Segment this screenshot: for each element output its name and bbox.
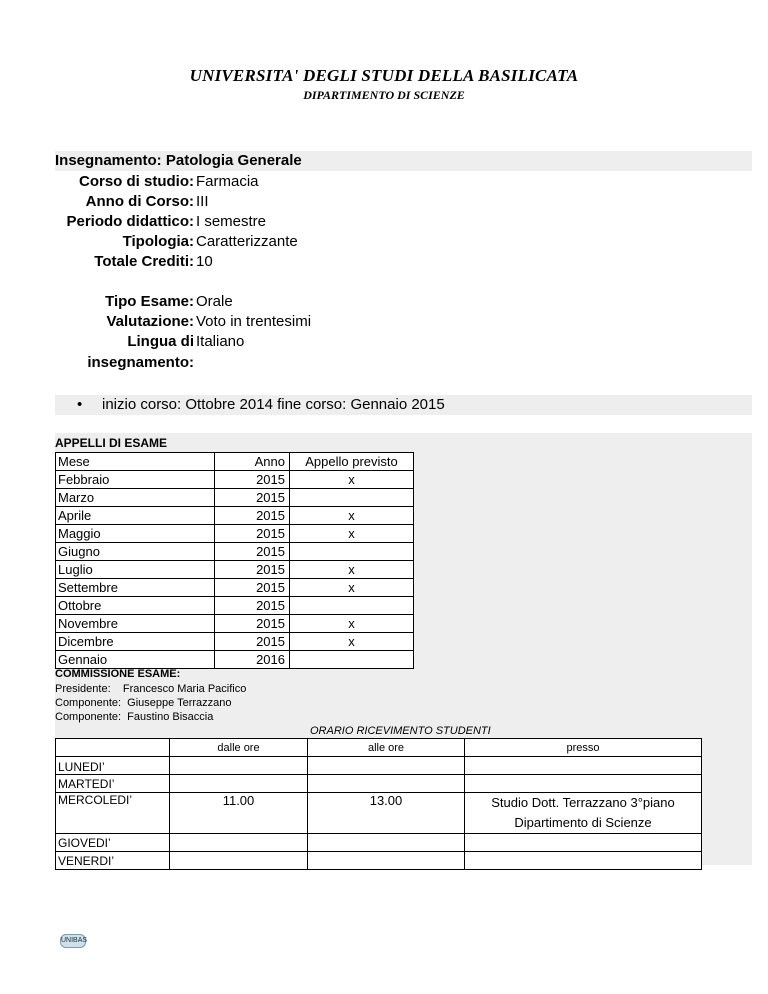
appello-cell: x: [290, 561, 414, 579]
to-cell: [308, 757, 465, 775]
table-row: [56, 834, 702, 852]
year-cell: 2015: [215, 507, 290, 525]
appello-cell: [290, 489, 414, 507]
month-cell: Settembre: [56, 579, 215, 597]
year-cell: 2016: [215, 651, 290, 669]
university-title: UNIVERSITA' DEGLI STUDI DELLA BASILICATA: [189, 66, 579, 85]
month-cell: Aprile: [56, 507, 215, 525]
insegnamento-value: Patologia Generale: [165, 152, 302, 169]
day-cell: GIOVEDI’: [56, 834, 170, 852]
table-row: [56, 615, 414, 633]
year-cell: 2015: [215, 543, 290, 561]
location-cell: [465, 852, 702, 870]
month-cell: Maggio: [56, 525, 215, 543]
to-cell: [308, 834, 465, 852]
field-label: Periodo didattico:: [66, 213, 194, 230]
field-lingua: [55, 332, 244, 352]
field-periodo: [55, 212, 266, 232]
year-cell: 2015: [215, 471, 290, 489]
commissione-member: Componente: Faustino Bisaccia: [55, 711, 214, 723]
location-line: Dipartimento di Scienze: [514, 815, 652, 830]
header-cell: dalle ore: [170, 739, 308, 757]
field-label: Valutazione:: [106, 313, 194, 330]
table-row: [56, 507, 414, 525]
field-value: Voto in trentesimi: [196, 313, 312, 330]
location-cell: [465, 757, 702, 775]
bullet-icon: •: [77, 396, 83, 413]
year-cell: 2015: [215, 489, 290, 507]
appelli-table: [55, 452, 414, 669]
table-row: [56, 757, 702, 775]
field-value: Caratterizzante: [196, 233, 298, 250]
table-header-row: [56, 453, 414, 471]
field-tipo-esame: [55, 292, 233, 312]
field-value: III: [196, 193, 209, 210]
month-cell: Giugno: [56, 543, 215, 561]
table-row: [56, 651, 414, 669]
table-row: [56, 633, 414, 651]
insegnamento-label: Insegnamento:: [55, 152, 162, 169]
schedule-note-row: [55, 395, 752, 415]
table-row: [56, 471, 414, 489]
field-label: Totale Crediti:: [94, 253, 194, 270]
department-title: DIPARTIMENTO DI SCIENZE: [303, 88, 465, 102]
field-value: Orale: [196, 293, 233, 310]
month-cell: Gennaio: [56, 651, 215, 669]
appello-cell: x: [290, 615, 414, 633]
appello-cell: x: [290, 525, 414, 543]
table-row: [56, 561, 414, 579]
year-cell: 2015: [215, 615, 290, 633]
table-row: [56, 579, 414, 597]
field-label: insegnamento:: [87, 354, 194, 371]
year-cell: 2015: [215, 561, 290, 579]
year-cell: 2015: [215, 633, 290, 651]
day-cell: VENERDI’: [56, 852, 170, 870]
field-corso: [55, 172, 259, 192]
field-label: Anno di Corso:: [85, 193, 194, 210]
from-cell: [170, 852, 308, 870]
table-row: [56, 775, 702, 793]
field-value: I semestre: [196, 213, 267, 230]
table-row: [56, 793, 702, 834]
university-logo-icon: UNIBAS: [60, 934, 86, 948]
table-row: [56, 852, 702, 870]
month-cell: Marzo: [56, 489, 215, 507]
to-cell: [308, 775, 465, 793]
month-cell: Dicembre: [56, 633, 215, 651]
year-cell: 2015: [215, 525, 290, 543]
month-cell: Ottobre: [56, 597, 215, 615]
table-row: [56, 543, 414, 561]
appello-cell: [290, 597, 414, 615]
commissione-member: Presidente: Francesco Maria Pacifico: [55, 683, 247, 695]
appello-cell: x: [290, 579, 414, 597]
year-cell: 2015: [215, 579, 290, 597]
header-cell: alle ore: [308, 739, 465, 757]
month-cell: Luglio: [56, 561, 215, 579]
from-cell: [170, 834, 308, 852]
table-row: [56, 597, 414, 615]
field-tipologia: [55, 232, 298, 252]
location-cell: [465, 775, 702, 793]
field-valutazione: [55, 312, 311, 332]
appello-cell: [290, 651, 414, 669]
year-cell: 2015: [215, 597, 290, 615]
appello-cell: x: [290, 471, 414, 489]
header-cell: Anno: [215, 453, 290, 471]
commissione-title: COMMISSIONE ESAME:: [55, 668, 181, 680]
header-cell: Appello previsto: [290, 453, 414, 471]
field-label: Lingua di: [127, 333, 194, 350]
schedule-note: inizio corso: Ottobre 2014 fine corso: Gennaio 2015: [102, 396, 445, 413]
from-cell: [170, 757, 308, 775]
field-lingua-cont: [55, 353, 196, 373]
header-cell: [56, 739, 170, 757]
to-cell: 13.00: [308, 793, 465, 834]
day-cell: LUNEDI’: [56, 757, 170, 775]
field-label: Tipologia:: [122, 233, 194, 250]
insegnamento-row: [55, 151, 302, 171]
table-row: [56, 525, 414, 543]
field-crediti: [55, 252, 213, 272]
header-cell: Mese: [56, 453, 215, 471]
header-cell: presso: [465, 739, 702, 757]
from-cell: [170, 775, 308, 793]
location-cell: [465, 834, 702, 852]
appello-cell: [290, 543, 414, 561]
table-header-row: [56, 739, 702, 757]
field-label: Tipo Esame:: [105, 293, 194, 310]
from-cell: 11.00: [170, 793, 308, 834]
field-label: Corso di studio:: [79, 173, 194, 190]
month-cell: Novembre: [56, 615, 215, 633]
field-anno: [55, 192, 209, 212]
orario-table: [55, 738, 702, 870]
field-value: 10: [196, 253, 213, 270]
location-line: Studio Dott. Terrazzano 3°piano: [491, 795, 675, 810]
location-cell: [465, 793, 702, 834]
field-value: Farmacia: [196, 173, 259, 190]
commissione-member: Componente: Giuseppe Terrazzano: [55, 697, 232, 709]
day-cell: MERCOLEDI’: [56, 793, 170, 834]
table-row: [56, 489, 414, 507]
orario-title: ORARIO RICEVIMENTO STUDENTI: [310, 725, 491, 737]
field-value: Italiano: [196, 333, 245, 350]
to-cell: [308, 852, 465, 870]
month-cell: Febbraio: [56, 471, 215, 489]
day-cell: MARTEDI’: [56, 775, 170, 793]
appello-cell: x: [290, 507, 414, 525]
appello-cell: x: [290, 633, 414, 651]
appelli-title: APPELLI DI ESAME: [55, 436, 168, 450]
